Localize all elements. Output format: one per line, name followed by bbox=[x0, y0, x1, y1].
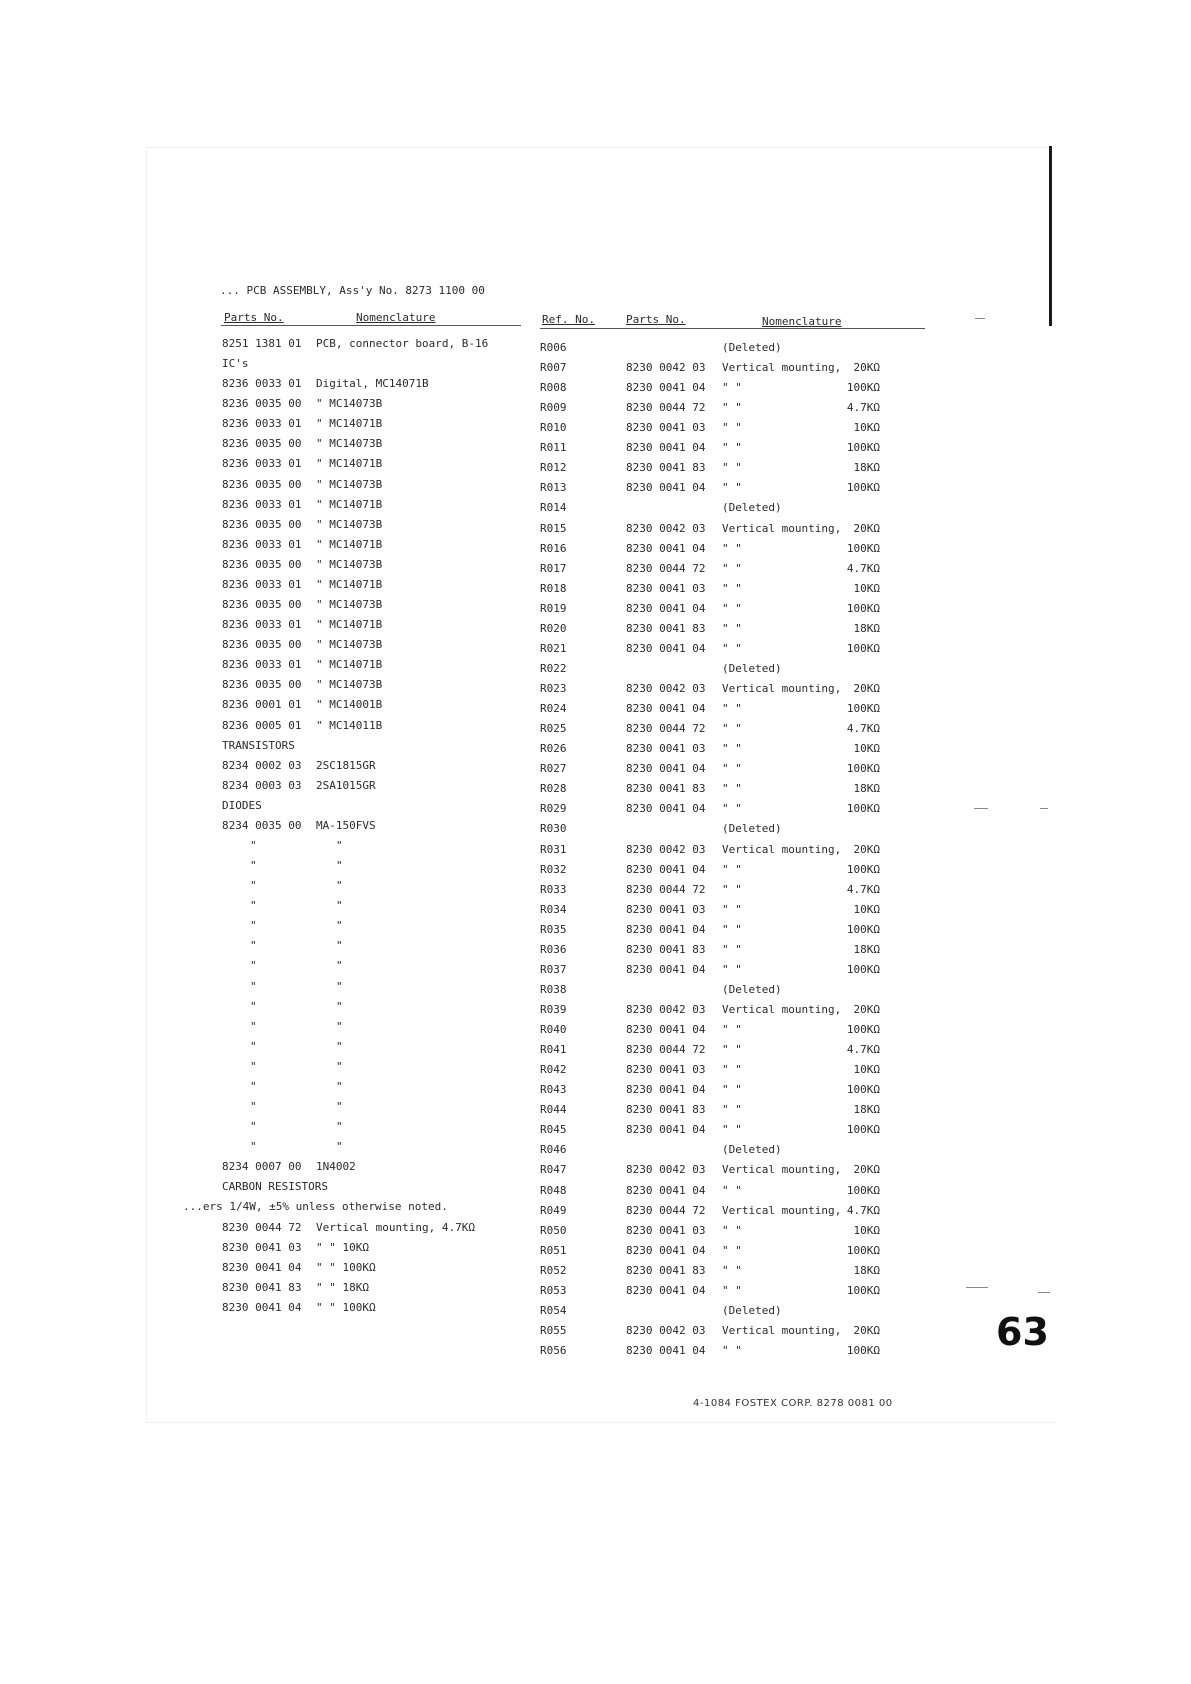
left-parts-no: 8236 0035 00 bbox=[222, 678, 302, 691]
left-nomenclature: " MC14071B bbox=[316, 417, 383, 430]
left-nomenclature: Digital, MC14071B bbox=[316, 377, 429, 390]
left-nomenclature: " bbox=[336, 1080, 343, 1093]
right-parts-no: 8230 0041 04 bbox=[626, 963, 706, 976]
right-nomenclature: " " bbox=[722, 1344, 742, 1357]
right-nomenclature: " " bbox=[722, 1023, 742, 1036]
right-parts-no: 8230 0041 04 bbox=[626, 1244, 706, 1257]
right-nomenclature: " " bbox=[722, 1284, 742, 1297]
right-header-ref-no: Ref. No. bbox=[542, 313, 595, 326]
right-nomenclature: " " bbox=[722, 762, 742, 775]
resistance-value: 10KΩ bbox=[853, 1224, 880, 1237]
left-nomenclature: " bbox=[336, 879, 343, 892]
footer-catalog-line: 4-1084 FOSTEX CORP. 8278 0081 00 bbox=[693, 1398, 893, 1409]
left-nomenclature: " MC14071B bbox=[316, 538, 383, 551]
left-parts-no: 8234 0007 00 bbox=[222, 1160, 302, 1173]
left-nomenclature: " " 100KΩ bbox=[316, 1261, 376, 1274]
resistance-value: 100KΩ bbox=[846, 441, 880, 454]
right-nomenclature: " " bbox=[722, 421, 742, 434]
ref-no: R026 bbox=[540, 742, 567, 755]
ref-no: R052 bbox=[540, 1264, 567, 1277]
resistance-value: 100KΩ bbox=[846, 1344, 880, 1357]
right-parts-no: 8230 0041 04 bbox=[626, 1184, 706, 1197]
ref-no: R013 bbox=[540, 481, 567, 494]
left-nomenclature: PCB, connector board, B-16 bbox=[316, 337, 489, 350]
deleted-entry: (Deleted) bbox=[722, 341, 782, 354]
left-parts-no: 8236 0035 00 bbox=[222, 638, 302, 651]
left-parts-no: " bbox=[250, 939, 257, 952]
resistance-value: 100KΩ bbox=[846, 963, 880, 976]
right-nomenclature: " " bbox=[722, 1224, 742, 1237]
left-parts-no: 8230 0041 83 bbox=[222, 1281, 302, 1294]
resistance-value: 18KΩ bbox=[853, 461, 880, 474]
right-nomenclature: Vertical mounting, bbox=[722, 1204, 842, 1217]
right-nomenclature: " " bbox=[722, 722, 742, 735]
left-parts-no: 8236 0005 01 bbox=[222, 719, 302, 732]
right-header-nomenclature: Nomenclature bbox=[762, 315, 842, 328]
ref-no: R041 bbox=[540, 1043, 567, 1056]
resistance-value: 20KΩ bbox=[853, 1324, 880, 1337]
ref-no: R039 bbox=[540, 1003, 567, 1016]
right-parts-no: 8230 0041 83 bbox=[626, 1103, 706, 1116]
right-nomenclature: " " bbox=[722, 1043, 742, 1056]
section-heading: TRANSISTORS bbox=[222, 739, 295, 752]
left-parts-no: 8230 0041 04 bbox=[222, 1261, 302, 1274]
right-nomenclature: " " bbox=[722, 1184, 742, 1197]
resistance-value: 20KΩ bbox=[853, 1003, 880, 1016]
left-nomenclature: " bbox=[336, 839, 343, 852]
right-parts-no: 8230 0041 83 bbox=[626, 943, 706, 956]
right-parts-no: 8230 0044 72 bbox=[626, 1204, 706, 1217]
left-parts-no: 8236 0001 01 bbox=[222, 698, 302, 711]
left-nomenclature: " bbox=[336, 899, 343, 912]
resistance-value: 100KΩ bbox=[846, 602, 880, 615]
right-parts-no: 8230 0041 04 bbox=[626, 381, 706, 394]
resistance-value: 4.7KΩ bbox=[846, 401, 880, 414]
right-parts-no: 8230 0044 72 bbox=[626, 562, 706, 575]
right-nomenclature: " " bbox=[722, 1264, 742, 1277]
left-parts-no: " bbox=[250, 1080, 257, 1093]
ref-no: R034 bbox=[540, 903, 567, 916]
left-parts-no: 8236 0033 01 bbox=[222, 498, 302, 511]
left-nomenclature: " bbox=[336, 1000, 343, 1013]
left-nomenclature: " MC14073B bbox=[316, 518, 383, 531]
right-nomenclature: Vertical mounting, bbox=[722, 1163, 842, 1176]
ref-no: R036 bbox=[540, 943, 567, 956]
left-parts-no: 8236 0033 01 bbox=[222, 377, 302, 390]
left-nomenclature: " bbox=[336, 980, 343, 993]
left-parts-no: 8236 0033 01 bbox=[222, 618, 302, 631]
resistance-value: 20KΩ bbox=[853, 522, 880, 535]
right-parts-no: 8230 0041 03 bbox=[626, 742, 706, 755]
right-nomenclature: " " bbox=[722, 401, 742, 414]
left-nomenclature: " bbox=[336, 1120, 343, 1133]
left-parts-no: 8251 1381 01 bbox=[222, 337, 302, 350]
left-nomenclature: " MC14071B bbox=[316, 658, 383, 671]
ref-no: R056 bbox=[540, 1344, 567, 1357]
left-nomenclature: " MC14073B bbox=[316, 478, 383, 491]
deleted-entry: (Deleted) bbox=[722, 983, 782, 996]
right-parts-no: 8230 0041 04 bbox=[626, 642, 706, 655]
left-parts-no: 8236 0035 00 bbox=[222, 558, 302, 571]
right-nomenclature: " " bbox=[722, 802, 742, 815]
left-nomenclature: " bbox=[336, 959, 343, 972]
right-nomenclature: " " bbox=[722, 1123, 742, 1136]
right-parts-no: 8230 0041 04 bbox=[626, 863, 706, 876]
left-nomenclature: " MC14073B bbox=[316, 678, 383, 691]
ref-no: R021 bbox=[540, 642, 567, 655]
deleted-entry: (Deleted) bbox=[722, 662, 782, 675]
right-nomenclature: " " bbox=[722, 441, 742, 454]
resistance-value: 100KΩ bbox=[846, 923, 880, 936]
left-header-rule bbox=[221, 325, 521, 326]
left-nomenclature: " bbox=[336, 1020, 343, 1033]
resistance-value: 100KΩ bbox=[846, 702, 880, 715]
right-parts-no: 8230 0042 03 bbox=[626, 843, 706, 856]
left-nomenclature: " MC14071B bbox=[316, 498, 383, 511]
right-parts-no: 8230 0042 03 bbox=[626, 522, 706, 535]
ref-no: R040 bbox=[540, 1023, 567, 1036]
right-nomenclature: " " bbox=[722, 1244, 742, 1257]
right-nomenclature: Vertical mounting, bbox=[722, 843, 842, 856]
right-nomenclature: " " bbox=[722, 622, 742, 635]
right-parts-no: 8230 0041 04 bbox=[626, 1123, 706, 1136]
resistance-value: 10KΩ bbox=[853, 742, 880, 755]
right-parts-no: 8230 0041 83 bbox=[626, 1264, 706, 1277]
section-heading: IC's bbox=[222, 357, 249, 370]
resistance-value: 4.7KΩ bbox=[846, 1204, 880, 1217]
left-nomenclature: " MC14011B bbox=[316, 719, 383, 732]
right-nomenclature: " " bbox=[722, 742, 742, 755]
ref-no: R027 bbox=[540, 762, 567, 775]
left-nomenclature: " bbox=[336, 1060, 343, 1073]
page-number: 63 bbox=[996, 1310, 1049, 1354]
deleted-entry: (Deleted) bbox=[722, 501, 782, 514]
left-parts-no: " bbox=[250, 919, 257, 932]
resistance-value: 100KΩ bbox=[846, 642, 880, 655]
right-parts-no: 8230 0041 03 bbox=[626, 1224, 706, 1237]
ref-no: R047 bbox=[540, 1163, 567, 1176]
right-nomenclature: Vertical mounting, bbox=[722, 1324, 842, 1337]
ref-no: R048 bbox=[540, 1184, 567, 1197]
left-nomenclature: " MC14073B bbox=[316, 598, 383, 611]
left-nomenclature: " MC14071B bbox=[316, 578, 383, 591]
left-parts-no: " bbox=[250, 1060, 257, 1073]
right-nomenclature: " " bbox=[722, 782, 742, 795]
ref-no: R024 bbox=[540, 702, 567, 715]
ref-no: R044 bbox=[540, 1103, 567, 1116]
right-parts-no: 8230 0044 72 bbox=[626, 1043, 706, 1056]
right-nomenclature: " " bbox=[722, 481, 742, 494]
ref-no: R019 bbox=[540, 602, 567, 615]
right-parts-no: 8230 0041 03 bbox=[626, 1063, 706, 1076]
right-parts-no: 8230 0044 72 bbox=[626, 722, 706, 735]
left-nomenclature: MA-150FVS bbox=[316, 819, 376, 832]
left-nomenclature: " MC14071B bbox=[316, 457, 383, 470]
right-nomenclature: Vertical mounting, bbox=[722, 522, 842, 535]
ref-no: R025 bbox=[540, 722, 567, 735]
ref-no: R053 bbox=[540, 1284, 567, 1297]
scan-mark bbox=[975, 318, 985, 319]
right-parts-no: 8230 0041 83 bbox=[626, 461, 706, 474]
resistance-value: 10KΩ bbox=[853, 1063, 880, 1076]
left-parts-no: " bbox=[250, 1040, 257, 1053]
resistance-value: 20KΩ bbox=[853, 1163, 880, 1176]
right-parts-no: 8230 0041 04 bbox=[626, 1344, 706, 1357]
right-parts-no: 8230 0042 03 bbox=[626, 361, 706, 374]
ref-no: R030 bbox=[540, 822, 567, 835]
left-parts-no: 8236 0035 00 bbox=[222, 598, 302, 611]
ref-no: R038 bbox=[540, 983, 567, 996]
resistance-value: 20KΩ bbox=[853, 843, 880, 856]
resistance-value: 18KΩ bbox=[853, 1264, 880, 1277]
ref-no: R033 bbox=[540, 883, 567, 896]
scan-mark bbox=[1038, 1292, 1050, 1293]
ref-no: R012 bbox=[540, 461, 567, 474]
resistance-value: 10KΩ bbox=[853, 582, 880, 595]
right-parts-no: 8230 0041 04 bbox=[626, 1083, 706, 1096]
right-nomenclature: " " bbox=[722, 542, 742, 555]
right-nomenclature: " " bbox=[722, 963, 742, 976]
right-parts-no: 8230 0041 04 bbox=[626, 1284, 706, 1297]
left-parts-no: 8236 0033 01 bbox=[222, 538, 302, 551]
scan-mark bbox=[1040, 808, 1048, 809]
left-parts-no: 8230 0041 03 bbox=[222, 1241, 302, 1254]
right-nomenclature: " " bbox=[722, 1083, 742, 1096]
left-nomenclature: " MC14073B bbox=[316, 397, 383, 410]
right-nomenclature: " " bbox=[722, 923, 742, 936]
ref-no: R018 bbox=[540, 582, 567, 595]
right-nomenclature: " " bbox=[722, 702, 742, 715]
left-nomenclature: " bbox=[336, 859, 343, 872]
assembly-title: ... PCB ASSEMBLY, Ass'y No. 8273 1100 00 bbox=[220, 284, 485, 297]
left-nomenclature: " MC14001B bbox=[316, 698, 383, 711]
left-nomenclature: Vertical mounting, 4.7KΩ bbox=[316, 1221, 475, 1234]
left-header-parts-no: Parts No. bbox=[224, 311, 284, 324]
ref-no: R020 bbox=[540, 622, 567, 635]
resistance-value: 100KΩ bbox=[846, 1023, 880, 1036]
ref-no: R015 bbox=[540, 522, 567, 535]
left-parts-no: " bbox=[250, 859, 257, 872]
ref-no: R009 bbox=[540, 401, 567, 414]
section-note: ...ers 1/4W, ±5% unless otherwise noted. bbox=[183, 1200, 448, 1213]
left-nomenclature: " bbox=[336, 919, 343, 932]
ref-no: R046 bbox=[540, 1143, 567, 1156]
ref-no: R014 bbox=[540, 501, 567, 514]
left-parts-no: " bbox=[250, 899, 257, 912]
right-parts-no: 8230 0041 04 bbox=[626, 542, 706, 555]
resistance-value: 4.7KΩ bbox=[846, 562, 880, 575]
ref-no: R023 bbox=[540, 682, 567, 695]
right-parts-no: 8230 0041 03 bbox=[626, 421, 706, 434]
right-nomenclature: Vertical mounting, bbox=[722, 361, 842, 374]
right-nomenclature: Vertical mounting, bbox=[722, 1003, 842, 1016]
left-nomenclature: 1N4002 bbox=[316, 1160, 356, 1173]
resistance-value: 100KΩ bbox=[846, 1184, 880, 1197]
left-parts-no: 8234 0003 03 bbox=[222, 779, 302, 792]
resistance-value: 100KΩ bbox=[846, 381, 880, 394]
right-parts-no: 8230 0041 04 bbox=[626, 702, 706, 715]
resistance-value: 100KΩ bbox=[846, 1284, 880, 1297]
left-parts-no: 8236 0035 00 bbox=[222, 397, 302, 410]
left-parts-no: " bbox=[250, 980, 257, 993]
ref-no: R055 bbox=[540, 1324, 567, 1337]
ref-no: R043 bbox=[540, 1083, 567, 1096]
ref-no: R049 bbox=[540, 1204, 567, 1217]
left-parts-no: 8236 0033 01 bbox=[222, 417, 302, 430]
right-parts-no: 8230 0041 03 bbox=[626, 903, 706, 916]
section-heading: CARBON RESISTORS bbox=[222, 1180, 328, 1193]
resistance-value: 20KΩ bbox=[853, 361, 880, 374]
right-nomenclature: " " bbox=[722, 602, 742, 615]
left-nomenclature: " MC14071B bbox=[316, 618, 383, 631]
left-parts-no: 8236 0035 00 bbox=[222, 478, 302, 491]
resistance-value: 18KΩ bbox=[853, 1103, 880, 1116]
resistance-value: 100KΩ bbox=[846, 481, 880, 494]
ref-no: R016 bbox=[540, 542, 567, 555]
left-parts-no: 8230 0044 72 bbox=[222, 1221, 302, 1234]
left-parts-no: 8234 0002 03 bbox=[222, 759, 302, 772]
resistance-value: 100KΩ bbox=[846, 1244, 880, 1257]
ref-no: R017 bbox=[540, 562, 567, 575]
resistance-value: 4.7KΩ bbox=[846, 883, 880, 896]
right-nomenclature: " " bbox=[722, 582, 742, 595]
ref-no: R045 bbox=[540, 1123, 567, 1136]
right-nomenclature: " " bbox=[722, 1063, 742, 1076]
resistance-value: 4.7KΩ bbox=[846, 1043, 880, 1056]
right-parts-no: 8230 0044 72 bbox=[626, 883, 706, 896]
right-nomenclature: " " bbox=[722, 1103, 742, 1116]
left-parts-no: " bbox=[250, 1020, 257, 1033]
right-header-parts-no: Parts No. bbox=[626, 313, 686, 326]
right-nomenclature: " " bbox=[722, 863, 742, 876]
left-nomenclature: " MC14073B bbox=[316, 558, 383, 571]
left-parts-no: " bbox=[250, 959, 257, 972]
ref-no: R054 bbox=[540, 1304, 567, 1317]
left-nomenclature: 2SA1015GR bbox=[316, 779, 376, 792]
ref-no: R010 bbox=[540, 421, 567, 434]
right-parts-no: 8230 0041 04 bbox=[626, 441, 706, 454]
ref-no: R032 bbox=[540, 863, 567, 876]
resistance-value: 100KΩ bbox=[846, 802, 880, 815]
left-nomenclature: 2SC1815GR bbox=[316, 759, 376, 772]
right-parts-no: 8230 0041 83 bbox=[626, 622, 706, 635]
right-parts-no: 8230 0042 03 bbox=[626, 682, 706, 695]
resistance-value: 18KΩ bbox=[853, 782, 880, 795]
right-nomenclature: " " bbox=[722, 381, 742, 394]
left-parts-no: 8236 0035 00 bbox=[222, 437, 302, 450]
right-parts-no: 8230 0041 04 bbox=[626, 1023, 706, 1036]
right-parts-no: 8230 0041 04 bbox=[626, 923, 706, 936]
scan-mark bbox=[974, 808, 988, 809]
ref-no: R008 bbox=[540, 381, 567, 394]
left-parts-no: " bbox=[250, 1140, 257, 1153]
deleted-entry: (Deleted) bbox=[722, 1143, 782, 1156]
left-parts-no: 8236 0033 01 bbox=[222, 658, 302, 671]
ref-no: R029 bbox=[540, 802, 567, 815]
ref-no: R051 bbox=[540, 1244, 567, 1257]
ref-no: R006 bbox=[540, 341, 567, 354]
right-parts-no: 8230 0044 72 bbox=[626, 401, 706, 414]
right-nomenclature: " " bbox=[722, 642, 742, 655]
resistance-value: 10KΩ bbox=[853, 903, 880, 916]
right-nomenclature: " " bbox=[722, 943, 742, 956]
left-parts-no: " bbox=[250, 879, 257, 892]
resistance-value: 18KΩ bbox=[853, 622, 880, 635]
ref-no: R050 bbox=[540, 1224, 567, 1237]
ref-no: R011 bbox=[540, 441, 567, 454]
left-parts-no: " bbox=[250, 839, 257, 852]
resistance-value: 100KΩ bbox=[846, 762, 880, 775]
left-parts-no: 8236 0035 00 bbox=[222, 518, 302, 531]
left-nomenclature: " " 18KΩ bbox=[316, 1281, 369, 1294]
left-parts-no: 8234 0035 00 bbox=[222, 819, 302, 832]
resistance-value: 18KΩ bbox=[853, 943, 880, 956]
left-nomenclature: " bbox=[336, 939, 343, 952]
section-heading: DIODES bbox=[222, 799, 262, 812]
left-parts-no: 8236 0033 01 bbox=[222, 578, 302, 591]
resistance-value: 100KΩ bbox=[846, 863, 880, 876]
deleted-entry: (Deleted) bbox=[722, 822, 782, 835]
resistance-value: 100KΩ bbox=[846, 1083, 880, 1096]
right-header-rule bbox=[540, 328, 925, 329]
ref-no: R037 bbox=[540, 963, 567, 976]
ref-no: R035 bbox=[540, 923, 567, 936]
ref-no: R031 bbox=[540, 843, 567, 856]
right-parts-no: 8230 0041 04 bbox=[626, 481, 706, 494]
right-parts-no: 8230 0041 04 bbox=[626, 802, 706, 815]
right-nomenclature: " " bbox=[722, 883, 742, 896]
right-parts-no: 8230 0042 03 bbox=[626, 1163, 706, 1176]
resistance-value: 10KΩ bbox=[853, 421, 880, 434]
right-parts-no: 8230 0041 04 bbox=[626, 602, 706, 615]
right-nomenclature: " " bbox=[722, 903, 742, 916]
left-nomenclature: " " 100KΩ bbox=[316, 1301, 376, 1314]
left-parts-no: 8236 0033 01 bbox=[222, 457, 302, 470]
scan-mark bbox=[966, 1287, 988, 1288]
right-parts-no: 8230 0042 03 bbox=[626, 1324, 706, 1337]
ref-no: R007 bbox=[540, 361, 567, 374]
binding-edge bbox=[1049, 146, 1052, 326]
right-nomenclature: Vertical mounting, bbox=[722, 682, 842, 695]
right-parts-no: 8230 0041 03 bbox=[626, 582, 706, 595]
resistance-value: 20KΩ bbox=[853, 682, 880, 695]
right-nomenclature: " " bbox=[722, 562, 742, 575]
resistance-value: 4.7KΩ bbox=[846, 722, 880, 735]
right-parts-no: 8230 0041 04 bbox=[626, 762, 706, 775]
deleted-entry: (Deleted) bbox=[722, 1304, 782, 1317]
left-parts-no: " bbox=[250, 1000, 257, 1013]
right-nomenclature: " " bbox=[722, 461, 742, 474]
left-nomenclature: " " 10KΩ bbox=[316, 1241, 369, 1254]
ref-no: R028 bbox=[540, 782, 567, 795]
left-header-nomenclature: Nomenclature bbox=[356, 311, 436, 324]
right-parts-no: 8230 0042 03 bbox=[626, 1003, 706, 1016]
left-nomenclature: " bbox=[336, 1040, 343, 1053]
left-nomenclature: " MC14073B bbox=[316, 638, 383, 651]
ref-no: R042 bbox=[540, 1063, 567, 1076]
left-nomenclature: " bbox=[336, 1100, 343, 1113]
left-parts-no: 8230 0041 04 bbox=[222, 1301, 302, 1314]
resistance-value: 100KΩ bbox=[846, 1123, 880, 1136]
left-nomenclature: " bbox=[336, 1140, 343, 1153]
left-nomenclature: " MC14073B bbox=[316, 437, 383, 450]
left-parts-no: " bbox=[250, 1120, 257, 1133]
ref-no: R022 bbox=[540, 662, 567, 675]
right-parts-no: 8230 0041 83 bbox=[626, 782, 706, 795]
resistance-value: 100KΩ bbox=[846, 542, 880, 555]
left-parts-no: " bbox=[250, 1100, 257, 1113]
